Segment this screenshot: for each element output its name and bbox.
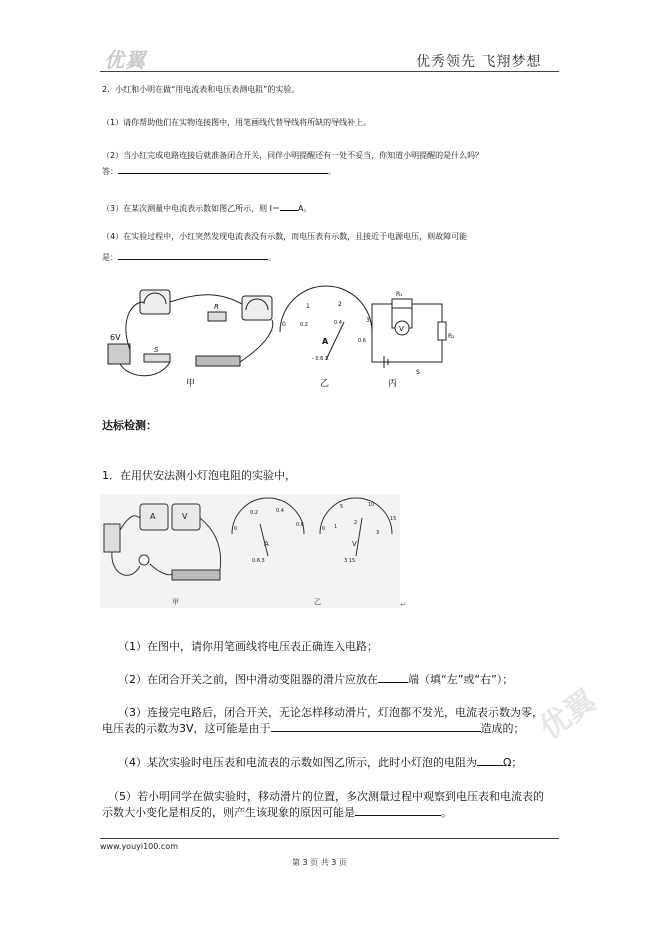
- q2-part2-blank: [118, 164, 328, 174]
- q1-fig-label-yi: 乙: [314, 598, 321, 606]
- q2-s-label: S: [416, 369, 420, 376]
- q1-part3-suffix: 造成的；: [480, 722, 525, 735]
- q1-v-sub-1: 1: [334, 524, 338, 530]
- q2-meter-arc: [280, 286, 372, 332]
- q1-part2-suffix: 端（填“左”或“右”）；: [408, 673, 514, 686]
- q1-a-tick-02: 0.2: [250, 510, 258, 516]
- q1-v-sub-2: 2: [354, 520, 358, 526]
- header-slogan: 优秀领先 飞翔梦想: [416, 54, 542, 70]
- q2-fig-bing: [372, 299, 446, 368]
- q2-battery: [108, 344, 130, 364]
- footer-divider: [100, 838, 559, 839]
- q2-part4-answer-line: [102, 250, 276, 263]
- q1-voltmeter-letter-yi: V: [352, 540, 357, 548]
- q1-voltmeter-terminals: 3 15: [344, 558, 356, 564]
- q2-part3-blank: [280, 201, 298, 211]
- q2-meter-needle: [326, 322, 344, 360]
- q1-part5-suffix: 。: [441, 806, 452, 819]
- q1-v-tick-5: 5: [340, 504, 344, 510]
- q2-tick-2: 2: [338, 301, 342, 308]
- q2-part2-prefix: 答：: [102, 167, 118, 176]
- q1-a-tick-06: 0.6: [296, 522, 304, 528]
- q2-switch: [144, 354, 170, 362]
- q1-part3-line2: [102, 722, 525, 736]
- q1-part5-prefix: 示数大小变化是相反的，则产生该现象的原因可能是: [102, 806, 355, 819]
- q2-fig-label-yi: 乙: [320, 379, 330, 389]
- q2-subtick-04: 0.4: [334, 320, 342, 326]
- q1-part2-prefix: （2）在闭合开关之前，图中滑动变阻器的滑片应放在: [118, 673, 378, 686]
- q2-fig-label-bing: 丙: [388, 379, 398, 389]
- q2-switch-label: S: [154, 346, 159, 354]
- q2-r2-label: R₂: [448, 333, 455, 340]
- q1-battery: [104, 524, 120, 552]
- q1-part4: [118, 756, 522, 770]
- q1-lamp: [139, 555, 149, 565]
- q1-a-tick-04: 0.4: [276, 508, 284, 514]
- q2-part4-blank: [118, 250, 268, 260]
- q2-tick-3: 3: [366, 317, 370, 324]
- q1-figure: [100, 494, 400, 608]
- q2-ammeter-letter: A: [322, 337, 329, 346]
- q2-r1-label: R₁: [396, 291, 403, 298]
- header-divider: [100, 71, 559, 72]
- q1-part5-line2: [102, 806, 452, 820]
- q2-fig-jia: [108, 290, 273, 376]
- q2-resistor-block: [208, 312, 226, 321]
- return-mark-icon: ↵: [400, 600, 407, 609]
- q2-fig-yi: [280, 286, 372, 360]
- q2-tick-1: 1: [306, 303, 310, 310]
- q2-part3-suffix: A。: [298, 204, 312, 213]
- q1-v-sub-3: 3: [376, 530, 380, 536]
- section-title: 达标检测：: [102, 419, 157, 432]
- q1-part1: （1）在图中，请你用笔画线将电压表正确连入电路；: [118, 640, 378, 653]
- q1-part3-prefix: 电压表的示数为3V，这可能是由于: [102, 722, 271, 735]
- q2-intro: 2．小红和小明在做“用电流表和电压表测电阻”的实验。: [102, 85, 300, 94]
- q1-part5-blank: [355, 806, 441, 816]
- q1-part4-blank: [477, 756, 503, 766]
- q2-figure: [100, 282, 460, 394]
- header-logo: 优翼: [104, 48, 146, 72]
- q2-r2-symbol: [438, 322, 446, 340]
- q2-part4-prefix: 是：: [102, 253, 118, 262]
- q1-intro: 1．在用伏安法测小灯泡电阻的实验中，: [102, 469, 296, 482]
- q1-part2-blank: [378, 673, 408, 683]
- q2-part4-suffix: 。: [268, 253, 276, 262]
- q2-part3: [102, 201, 311, 214]
- q2-part2-line1: （2）当小红完成电路连接后就准备闭合开关，同伴小明提醒还有一处不妥当，你知道小明提醒的是什么吗？: [102, 151, 484, 160]
- q2-fig-label-jia: 甲: [186, 379, 196, 389]
- q2-ammeter-terminals: - 0.6 3: [312, 356, 329, 362]
- q2-subtick-06: 0.6: [358, 338, 366, 344]
- q1-ammeter-terminals: 0.6 3: [252, 558, 265, 564]
- q1-a-tick-0: 0: [234, 526, 238, 532]
- q1-voltmeter-letter-jia: V: [182, 512, 188, 521]
- q1-part4-prefix: （4）某次实验时电压表和电流表的示数如图乙所示，此时小灯泡的电阻为: [118, 756, 477, 769]
- q1-part4-suffix: Ω；: [503, 756, 523, 769]
- footer-url: www.youyi100.com: [100, 842, 178, 851]
- q2-subtick-02: 0.2: [300, 322, 308, 328]
- q1-v-tick-0: 0: [322, 526, 326, 532]
- q1-ammeter-letter-jia: A: [150, 512, 156, 521]
- q2-r1-symbol: [392, 299, 412, 308]
- q2-voltage-label: 6V: [110, 333, 121, 342]
- q2-resistor-label: R: [214, 303, 219, 311]
- q1-part3-blank: [271, 722, 481, 732]
- q2-part4-line1: （4）在实验过程中，小红突然发现电流表没有示数，而电压表有示数，且接近于电源电压，则故障可能: [102, 232, 468, 241]
- q1-rheostat: [172, 570, 220, 580]
- footer-page-number: 第 3 页 共 3 页: [292, 858, 347, 867]
- q2-part3-prefix: （3）在某次测量中电流表示数如图乙所示，则 I＝: [102, 204, 280, 213]
- q2-part2-answer-line: [102, 164, 336, 177]
- q1-v-tick-15: 15: [390, 516, 397, 522]
- q1-part5-line1: （5）若小明同学在做实验时，移动滑片的位置，多次测量过程中观察到电压表和电流表的: [108, 790, 544, 803]
- q2-tick-0: 0: [282, 321, 286, 328]
- watermark-logo: 优翼: [533, 683, 603, 747]
- q2-part2-suffix: 。: [328, 167, 336, 176]
- q2-voltmeter-letter: V: [399, 325, 404, 333]
- q1-v-tick-10: 10: [368, 502, 375, 508]
- q2-rheostat: [196, 356, 240, 366]
- q2-part1: （1）请你帮助他们在实物连接图中，用笔画线代替导线将所缺的导线补上。: [102, 118, 372, 127]
- q1-ammeter-letter-yi: A: [264, 540, 269, 548]
- q1-fig-label-jia: 甲: [172, 598, 179, 606]
- q1-part2: [118, 673, 513, 687]
- q1-part3-line1: （3）连接完电路后，闭合开关，无论怎样移动滑片，灯泡都不发光，电流表示数为零，: [118, 706, 543, 719]
